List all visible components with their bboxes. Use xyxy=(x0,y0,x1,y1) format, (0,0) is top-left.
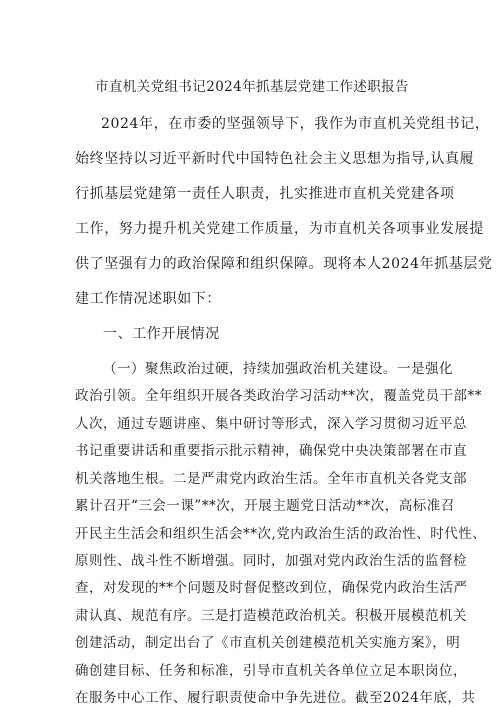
body-line: 在服务中心工作、履行职责使命中争先进位。截至2024年底，共 xyxy=(75,690,476,706)
body-line: 查，对发现的**个问题及时督促整改到位，确保党内政治生活严 xyxy=(75,580,468,596)
intro-line: 2024年，在市委的坚强领导下，我作为市直机关党组书记， xyxy=(101,116,490,132)
body-line: 机关落地生根。二是严肃党内政治生活。全年市直机关各党支部 xyxy=(75,471,467,487)
intro-line: 供了坚强有力的政治保障和组织保障。现将本人2024年抓基层党 xyxy=(75,256,493,272)
body-line: 肃认真、规范有序。三是打造模范政治机关。积极开展模范机关 xyxy=(75,608,467,624)
body-line: 创建活动，制定出台了《市直机关创建模范机关实施方案》，明 xyxy=(75,635,461,651)
body-line: 书记重要讲话和重要指示批示精神，确保党中央决策部署在市直 xyxy=(75,443,467,459)
body-line: 确创建目标、任务和标准，引导市直机关各单位立足本职岗位， xyxy=(75,663,467,679)
body-line: 人次，通过专题讲座、集中研讨等形式，深入学习贯彻习近平总 xyxy=(75,416,467,432)
intro-line: 建工作情况述职如下： xyxy=(75,291,221,307)
intro-line: 行抓基层党建第一责任人职责，扎实推进市直机关党建各项 xyxy=(75,186,455,202)
body-line: 政治引领。全年组织开展各类政治学习活动**次，覆盖党员干部** xyxy=(75,388,482,404)
intro-line: 工作，努力提升机关党建工作质量，为市直机关各项事业发展提 xyxy=(75,221,484,237)
body-line: （一）聚焦政治过硬，持续加强政治机关建设。一是强化 xyxy=(103,361,453,377)
body-line: 原则性、战斗性不断增强。同时，加强对党内政治生活的监督检 xyxy=(75,553,467,569)
section-heading: 一、工作开展情况 xyxy=(103,326,220,342)
body-line: 开民主生活会和组织生活会**次,党内政治生活的政治性、时代性、 xyxy=(75,526,487,542)
intro-line: 始终坚持以习近平新时代中国特色社会主义思想为指导,认真履 xyxy=(75,151,475,167)
document-title: 市直机关党组书记2024年抓基层党建工作述职报告 xyxy=(95,79,409,95)
body-line: 累计召开“三会一课”**次，开展主题党日活动**次，高标准召 xyxy=(75,498,455,514)
